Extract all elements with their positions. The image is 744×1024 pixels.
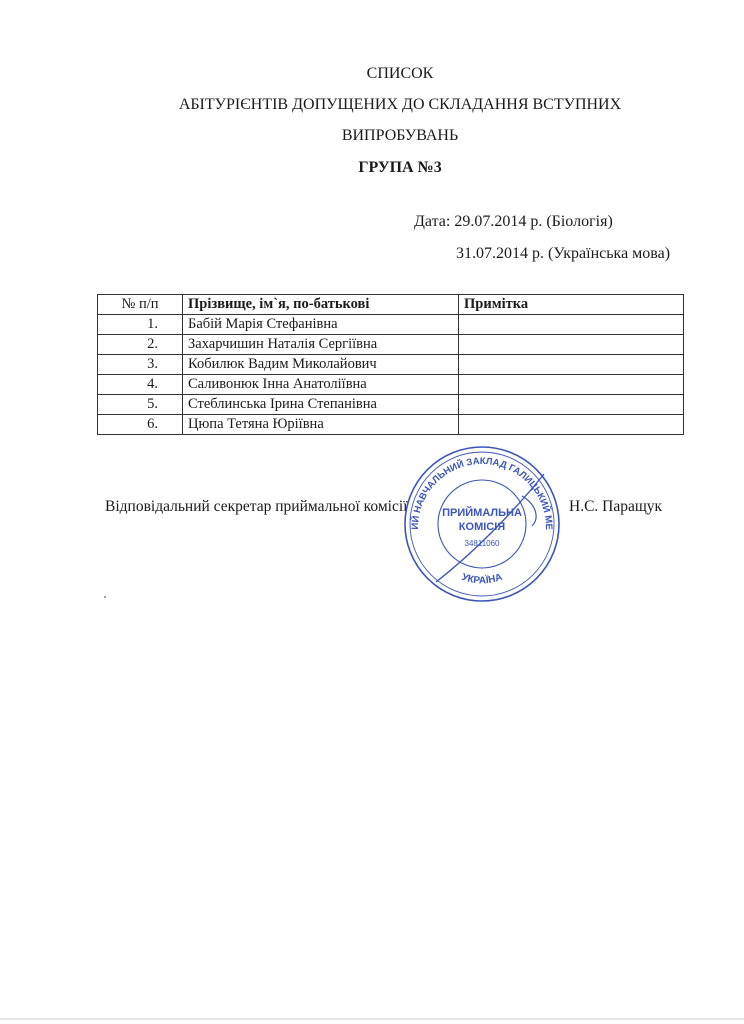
stamp-country-text: УКРАЇНА xyxy=(460,571,504,587)
row-number: 4. xyxy=(98,375,183,395)
stamp-code: 34811060 xyxy=(464,539,500,548)
exam-date-biology: Дата: 29.07.2014 р. (Біологія) xyxy=(414,213,613,230)
table-row xyxy=(98,395,684,415)
table-row xyxy=(98,315,684,335)
row-note xyxy=(459,415,684,435)
table-row xyxy=(98,375,684,395)
row-note xyxy=(459,355,684,375)
row-note xyxy=(459,335,684,355)
column-header-note: Примітка xyxy=(459,295,684,315)
signatory-role: Відповідальний секретар приймальної комісії xyxy=(105,498,408,515)
row-number: 2. xyxy=(98,335,183,355)
row-name: Кобилюк Вадим Миколайович xyxy=(183,355,459,375)
table-row xyxy=(98,355,684,375)
list-subtitle-line1: АБІТУРІЄНТІВ ДОПУЩЕНИХ ДО СКЛАДАННЯ ВСТУПНИХ xyxy=(178,96,622,113)
stamp-center-line1: ПРИЙМАЛЬНА xyxy=(442,507,522,519)
row-name: Цюпа Тетяна Юріївна xyxy=(183,415,459,435)
list-subtitle-line2: ВИПРОБУВАНЬ xyxy=(341,127,459,144)
row-note xyxy=(459,315,684,335)
row-name: Стеблинська Ірина Степанівна xyxy=(183,395,459,415)
row-name: Захарчишин Наталія Сергіївна xyxy=(183,335,459,355)
row-name: Бабій Марія Стефанівна xyxy=(183,315,459,335)
list-title: СПИСОК xyxy=(366,65,434,82)
stamp-icon xyxy=(402,444,562,604)
table-row xyxy=(98,415,684,435)
column-header-name: Прізвище, ім`я, по-батькові xyxy=(183,295,459,315)
exam-date-ukrainian: 31.07.2014 р. (Українська мова) xyxy=(456,245,671,262)
row-note xyxy=(459,395,684,415)
stamp-center-line2: КОМІСІЯ xyxy=(458,521,506,533)
scan-edge xyxy=(0,1018,744,1020)
official-stamp xyxy=(402,444,562,604)
column-header-number: № п/п xyxy=(98,295,183,315)
row-name: Саливонюк Інна Анатоліївна xyxy=(183,375,459,395)
stamp-outer-text: ИЙ НАВЧАЛЬНИЙ ЗАКЛАД ГАЛИЦЬКИЙ МЕ xyxy=(409,455,555,531)
applicants-table xyxy=(97,294,684,435)
table-header-row xyxy=(98,295,684,315)
row-number: 3. xyxy=(98,355,183,375)
row-number: 6. xyxy=(98,415,183,435)
group-title: ГРУПА №3 xyxy=(358,159,442,176)
row-number: 5. xyxy=(98,395,183,415)
table-row xyxy=(98,335,684,355)
signatory-name: Н.С. Паращук xyxy=(569,498,663,515)
row-number: 1. xyxy=(98,315,183,335)
scan-speck xyxy=(104,596,106,598)
row-note xyxy=(459,375,684,395)
